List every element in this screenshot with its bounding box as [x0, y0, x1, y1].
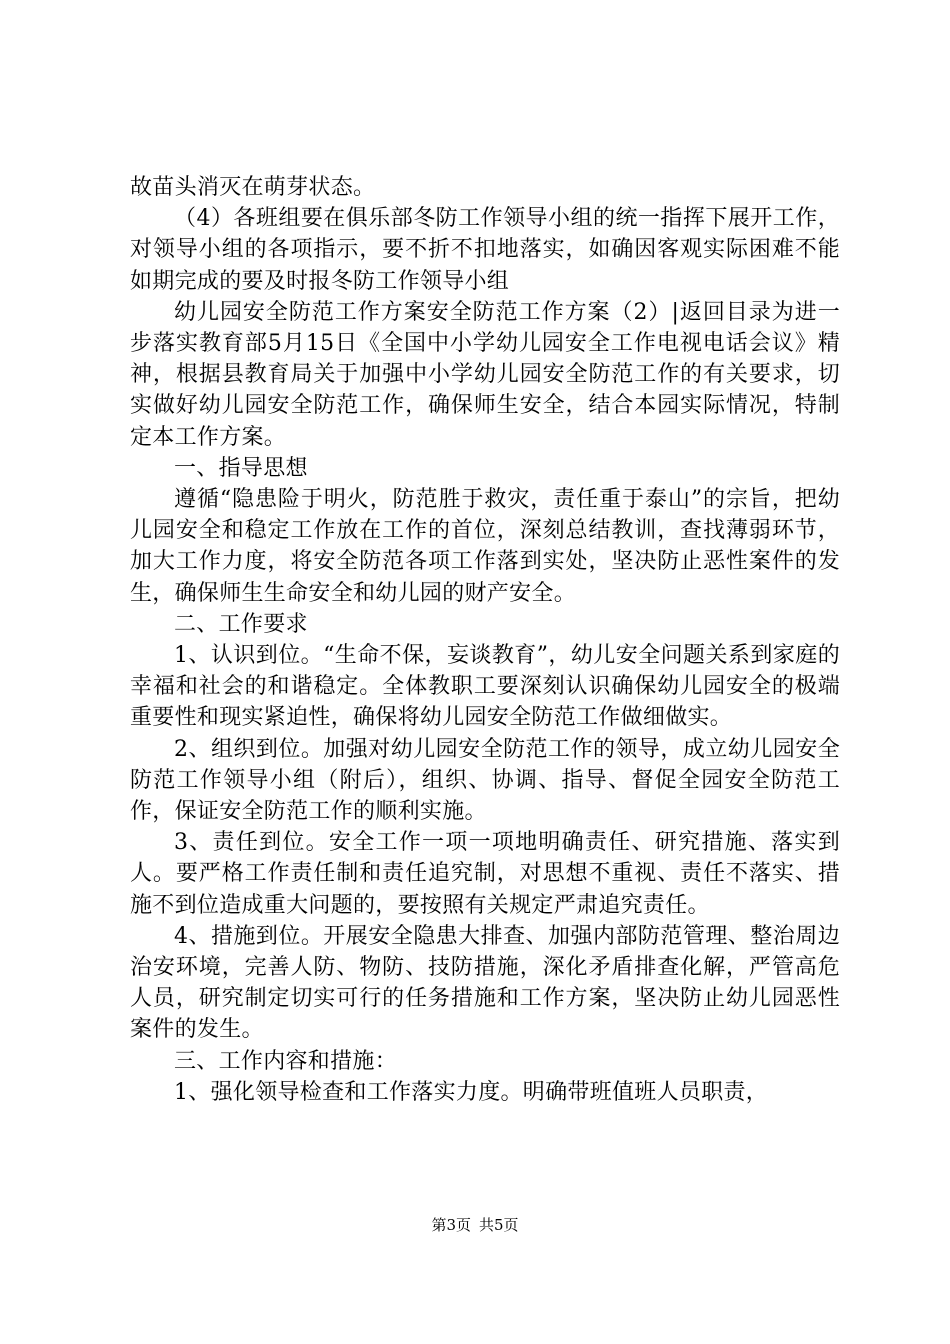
paragraph-requirement-1: 1、认识到位。“生命不保，妄谈教育”，幼儿安全问题关系到家庭的幸福和社会的和谐稳定。全体教职工要深刻认识确保幼儿园安全的极端重要性和现实紧迫性，确保将幼儿园安全防范工作做细做实。	[130, 643, 840, 731]
paragraph-requirement-2: 2、组织到位。加强对幼儿园安全防范工作的领导，成立幼儿园安全防范工作领导小组（附后），组织、协调、指导、督促全园安全防范工作，保证安全防范工作的顺利实施。	[130, 736, 840, 825]
section-heading-work-requirements: 二、工作要求	[174, 611, 308, 637]
document-body	[130, 172, 840, 1108]
paragraph-requirement-4: 4、措施到位。开展安全隐患大排查、加强内部防范管理、整治周边治安环境，完善人防、物防、技防措施，深化矛盾排查化解，严管高危人员，研究制定切实可行的任务措施和工作方案，坚决防止幼儿园恶性案件的发生。	[130, 923, 840, 1043]
paragraph-content-1: 1、强化领导检查和工作落实力度。明确带班值班人员职责，	[174, 1079, 769, 1105]
paragraph-continuation: 故苗头消灭在萌芽状态。	[130, 175, 376, 200]
page-number: 第3页	[431, 1216, 471, 1234]
paragraph-requirement-3: 3、责任到位。安全工作一项一项地明确责任、研究措施、落实到人。要严格工作责任制和责任追究制，对思想不重视、责任不落实、措施不到位造成重大问题的，要按照有关规定严肃追究责任。	[130, 830, 840, 918]
paragraph-plan-intro: 幼儿园安全防范工作方案安全防范工作方案（2）|返回目录为进一步落实教育部5月15日《全国中小学幼儿园安全工作电视电话会议》精神，根据县教育局关于加强中小学幼儿园安全防范工作的有关要求，切实做好幼儿园安全防范工作，确保师生安全，结合本园实际情况，特制定本工作方案。	[130, 299, 840, 450]
section-heading-work-content: 三、工作内容和措施：	[174, 1048, 398, 1074]
section-heading-guiding-thought: 一、指导思想	[174, 455, 308, 481]
paragraph-guiding-thought: 遵循“隐患险于明火，防范胜于救灾，责任重于泰山”的宗旨，把幼儿园安全和稳定工作放在工作的首位，深刻总结教训，查找薄弱环节，加大工作力度，将安全防范各项工作落到实处，坚决防止恶性案件的发生，确保师生生命安全和幼儿园的财产安全。	[130, 487, 840, 606]
page-total: 共5页	[479, 1216, 519, 1234]
paragraph-item-4: （4）各班组要在俱乐部冬防工作领导小组的统一指挥下展开工作，对领导小组的各项指示，要不折不扣地落实，如确因客观实际困难不能如期完成的要及时报冬防工作领导小组	[130, 206, 840, 294]
page-footer	[0, 1215, 950, 1235]
